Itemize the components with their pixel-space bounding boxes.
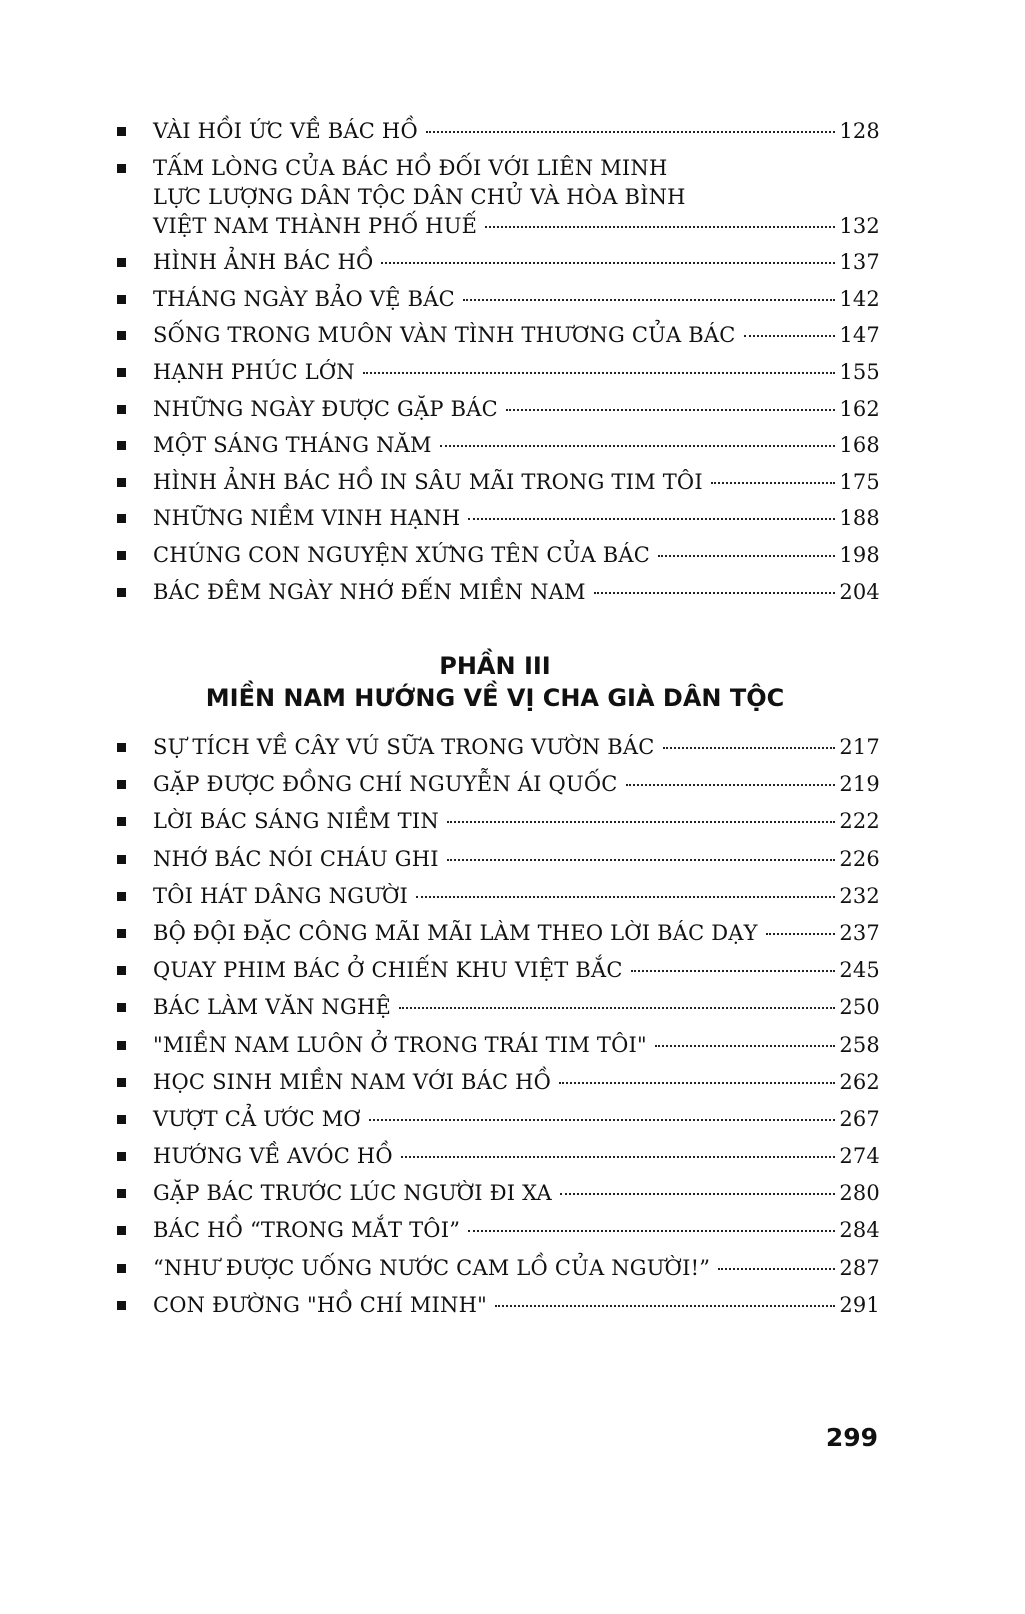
toc-title-line: MỘT SÁNG THÁNG NĂM [153,433,432,458]
toc-entry [117,919,880,948]
square-bullet-icon [117,368,126,377]
toc-page-number: 291 [839,1292,880,1317]
toc-entry-line [153,395,880,424]
toc-page-number: 284 [839,1218,880,1243]
toc-page-number: 237 [839,920,880,945]
toc-list-part-3 [117,733,880,1328]
dot-leader [468,1230,835,1232]
toc-entry-line [153,285,880,314]
toc-page-number: 198 [839,542,880,567]
toc-entry [117,154,880,241]
toc-title-line: VÀI HỒI ỨC VỀ BÁC HỒ [153,119,418,143]
square-bullet-icon [117,441,126,450]
toc-entry-line [153,733,880,762]
toc-page-number: 162 [839,396,880,421]
dot-leader [626,784,836,786]
square-bullet-icon [117,892,126,901]
page-number: 299 [825,1423,878,1452]
toc-entry-line [153,956,880,985]
toc-entry [117,395,880,424]
toc-entry-line [153,468,880,497]
square-bullet-icon [117,1152,126,1161]
square-bullet-icon [117,127,126,136]
section-part-label: PHẦN III [439,652,551,680]
toc-title-line: TẤM LÒNG CỦA BÁC HỒ ĐỐI VỚI LIÊN MINH [153,155,668,180]
toc-title-line: BÁC ĐÊM NGÀY NHỚ ĐẾN MIỀN NAM [153,579,586,604]
dot-leader [559,1082,835,1084]
toc-title-line: QUAY PHIM BÁC Ở CHIẾN KHU VIỆT BẮC [153,958,623,983]
toc-entry [117,504,880,533]
dot-leader [711,482,835,484]
dot-leader [440,445,836,447]
toc-entry-line [153,212,880,241]
dot-leader [447,821,835,823]
dot-leader [447,859,836,861]
square-bullet-icon [117,1003,126,1012]
square-bullet-icon [117,1189,126,1198]
square-bullet-icon [117,551,126,560]
toc-entry-line [153,578,880,607]
toc-entry [117,1031,880,1060]
toc-page-number: 280 [839,1181,880,1206]
dot-leader [663,747,836,749]
dot-leader [426,131,835,133]
dot-leader [766,933,836,935]
toc-entry [117,285,880,314]
toc-page-number: 217 [839,735,880,759]
dot-leader [363,372,835,374]
toc-page-number: 137 [839,250,880,275]
dot-leader [655,1045,835,1047]
square-bullet-icon [117,588,126,597]
toc-entry-line [153,1254,880,1283]
toc-entry [117,248,880,277]
toc-entry [117,1291,880,1320]
dot-leader [658,555,835,557]
toc-entry-line [153,1142,880,1171]
square-bullet-icon [117,258,126,267]
toc-entry-line [153,882,880,911]
toc-title-line: HÌNH ẢNH BÁC HỒ [153,250,374,275]
square-bullet-icon [117,1115,126,1124]
toc-entry-line [153,1216,880,1245]
toc-title-line: "MIỀN NAM LUÔN Ở TRONG TRÁI TIM TÔI" [153,1032,647,1057]
toc-title-line: NHỚ BÁC NÓI CHÁU GHI [153,846,439,871]
dot-leader [506,409,835,411]
toc-entry [117,1254,880,1283]
toc-page-number: 147 [839,323,880,348]
toc-entry [117,358,880,387]
toc-entry-line [153,807,880,836]
toc-entry-line [153,541,880,570]
toc-page-number: 245 [839,958,880,983]
toc-entry [117,1068,880,1097]
dot-leader [594,592,836,594]
toc-entry [117,956,880,985]
toc-entry [117,993,880,1022]
toc-page-number: 226 [839,846,880,871]
toc-page-number: 258 [839,1032,880,1057]
dot-leader [485,226,835,228]
toc-page-number: 250 [839,995,880,1020]
toc-entry [117,845,880,874]
toc-entry [117,321,880,350]
dot-leader [381,262,835,264]
toc-entry-line [153,248,880,277]
toc-title-line: HƯỚNG VỀ AVÓC HỒ [153,1144,393,1169]
toc-entry [117,733,880,762]
toc-entry [117,1216,880,1245]
dot-leader [560,1193,835,1195]
square-bullet-icon [117,1226,126,1235]
square-bullet-icon [117,929,126,938]
toc-entry-line [153,1031,880,1060]
square-bullet-icon [117,817,126,826]
toc-entry-line [153,1105,880,1134]
toc-entry [117,541,880,570]
toc-entry-line [153,321,880,350]
dot-leader [401,1156,835,1158]
toc-title-line: LỰC LƯỢNG DÂN TỘC DÂN CHỦ VÀ HÒA BÌNH [153,184,686,209]
dot-leader [718,1268,835,1270]
toc-title-line: VIỆT NAM THÀNH PHỐ HUẾ [153,213,478,238]
toc-page-number: 188 [839,506,880,531]
toc-entry-line [153,1179,880,1208]
toc-entry-line [153,770,880,799]
toc-entry-line [153,1291,880,1320]
toc-title-line: NHỮNG NIỀM VINH HẠNH [153,506,461,531]
toc-title-line: HÌNH ẢNH BÁC HỒ IN SÂU MÃI TRONG TIM TÔI [153,469,703,494]
toc-page-number: 132 [839,213,880,238]
toc-page-number: 168 [839,433,880,458]
dot-leader [369,1119,835,1121]
toc-page-number: 274 [839,1144,880,1169]
toc-entry [117,468,880,497]
toc-page-number: 142 [839,286,880,311]
square-bullet-icon [117,743,126,752]
toc-title-line: TÔI HÁT DÂNG NGƯỜI [153,883,408,908]
toc-page-number: 232 [839,883,880,908]
toc-entry [117,807,880,836]
toc-title-line: THÁNG NGÀY BẢO VỆ BÁC [153,286,455,311]
square-bullet-icon [117,966,126,975]
square-bullet-icon [117,1041,126,1050]
toc-entry [117,770,880,799]
toc-entry [117,1179,880,1208]
toc-entry [117,882,880,911]
dot-leader [631,970,836,972]
toc-title-line: SỰ TÍCH VỀ CÂY VÚ SỮA TRONG VƯỜN BÁC [153,735,655,759]
square-bullet-icon [117,780,126,789]
toc-entry-line [153,504,880,533]
toc-page-number: 128 [839,119,880,143]
square-bullet-icon [117,514,126,523]
toc-title-line: BỘ ĐỘI ĐẶC CÔNG MÃI MÃI LÀM THEO LỜI BÁC DẠY [153,920,758,945]
toc-title-line: GẶP BÁC TRƯỚC LÚC NGƯỜI ĐI XA [153,1181,552,1206]
toc-page-number: 155 [839,359,880,384]
toc-title-line: “NHƯ ĐƯỢC UỐNG NƯỚC CAM LỒ CỦA NGƯỜI!” [153,1255,711,1280]
toc-title-line: GẶP ĐƯỢC ĐỒNG CHÍ NGUYỄN ÁI QUỐC [153,772,618,797]
toc-title-line: HẠNH PHÚC LỚN [153,359,355,384]
square-bullet-icon [117,855,126,864]
dot-leader [468,518,835,520]
toc-entry-line [153,431,880,460]
toc-entry [117,1105,880,1134]
toc-entry-line [153,117,880,146]
toc-page-number: 175 [839,469,880,494]
square-bullet-icon [117,1078,126,1087]
square-bullet-icon [117,331,126,340]
toc-title-line: CHÚNG CON NGUYỆN XỨNG TÊN CỦA BÁC [153,542,651,567]
toc-page-number: 262 [839,1069,880,1094]
dot-leader [495,1305,835,1307]
toc-title-line: BÁC HỒ “TRONG MẮT TÔI” [153,1218,461,1243]
toc-entry-line [153,919,880,948]
toc-title-line: NHỮNG NGÀY ĐƯỢC GẶP BÁC [153,396,498,421]
toc-title-line: LỜI BÁC SÁNG NIỀM TIN [153,809,439,834]
dot-leader [744,335,836,337]
toc-title-line: VƯỢT CẢ ƯỚC MƠ [153,1106,361,1131]
dot-leader [416,896,835,898]
toc-entry-line [153,358,880,387]
toc-title-line: SỐNG TRONG MUÔN VÀN TÌNH THƯƠNG CỦA BÁC [153,323,736,348]
toc-page-number: 287 [839,1255,880,1280]
toc-entry [117,117,880,146]
toc-entry-line [153,1068,880,1097]
toc-list-part-2 [117,117,880,614]
toc-page-number: 267 [839,1106,880,1131]
dot-leader [399,1007,835,1009]
toc-title-line: HỌC SINH MIỀN NAM VỚI BÁC HỒ [153,1069,552,1094]
toc-title-line: BÁC LÀM VĂN NGHỆ [153,995,392,1020]
toc-entry-line [153,993,880,1022]
square-bullet-icon [117,478,126,487]
toc-entry [117,1142,880,1171]
toc-page-number: 219 [839,772,880,797]
toc-entry-line [153,845,880,874]
square-bullet-icon [117,164,126,173]
toc-page-number: 222 [839,809,880,834]
square-bullet-icon [117,1301,126,1310]
square-bullet-icon [117,405,126,414]
toc-entry [117,431,880,460]
square-bullet-icon [117,1264,126,1273]
dot-leader [463,299,835,301]
section-heading [0,650,990,714]
square-bullet-icon [117,295,126,304]
toc-title-line: CON ĐƯỜNG "HỒ CHÍ MINH" [153,1292,487,1317]
toc-page-number: 204 [839,579,880,604]
toc-entry [117,578,880,607]
section-title: MIỀN NAM HƯỚNG VỀ VỊ CHA GIÀ DÂN TỘC [205,684,785,712]
